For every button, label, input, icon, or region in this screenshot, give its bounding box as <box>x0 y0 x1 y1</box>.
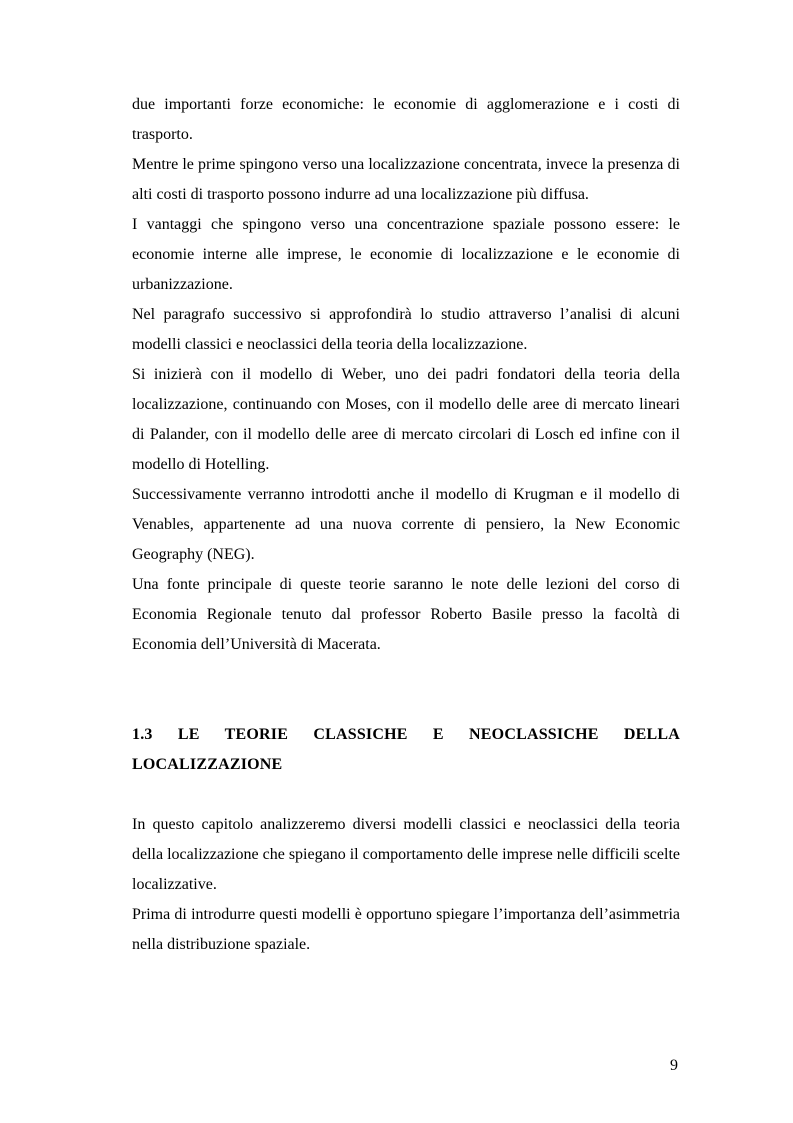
page-body <box>132 90 680 960</box>
paragraph: Una fonte principale di queste teorie saranno le note delle lezioni del corso di Economia Regionale tenuto dal professor Roberto Basile presso la facoltà di Economia dell’Università di Macerata. <box>132 576 680 653</box>
section-number: 1.3 <box>132 726 153 743</box>
paragraph: I vantaggi che spingono verso una concentrazione spaziale possono essere: le economie interne alle imprese, le economie di localizzazione e le economie di urbanizzazione. <box>132 216 680 293</box>
paragraph: Nel paragrafo successivo si approfondirà lo studio attraverso l’analisi di alcuni modelli classici e neoclassici della teoria della localizzazione. <box>132 306 680 353</box>
section-heading <box>132 720 680 780</box>
paragraph: In questo capitolo analizzeremo diversi modelli classici e neoclassici della teoria della localizzazione che spiegano il comportamento delle imprese nelle difficili scelte localizzative. <box>132 816 680 893</box>
page-number: 9 <box>670 1057 678 1074</box>
paragraph: Si inizierà con il modello di Weber, uno dei padri fondatori della teoria della localizzazione, continuando con Moses, con il modello delle aree di mercato lineari di Palander, con il modello delle aree di mercato circolari di Losch ed infine con il modello di Hotelling. <box>132 366 680 473</box>
paragraph: due importanti forze economiche: le economie di agglomerazione e i costi di trasporto. <box>132 96 680 143</box>
section-title: LE TEORIE CLASSICHE E NEOCLASSICHE DELLA LOCALIZZAZIONE <box>132 726 680 773</box>
paragraph: Prima di introdurre questi modelli è opportuno spiegare l’importanza dell’asimmetria nella distribuzione spaziale. <box>132 906 680 953</box>
paragraph: Mentre le prime spingono verso una localizzazione concentrata, invece la presenza di alti costi di trasporto possono indurre ad una localizzazione più diffusa. <box>132 156 680 203</box>
paragraph: Successivamente verranno introdotti anche il modello di Krugman e il modello di Venables, appartenente ad una nuova corrente di pensiero, la New Economic Geography (NEG). <box>132 486 680 563</box>
spacer <box>132 780 680 810</box>
